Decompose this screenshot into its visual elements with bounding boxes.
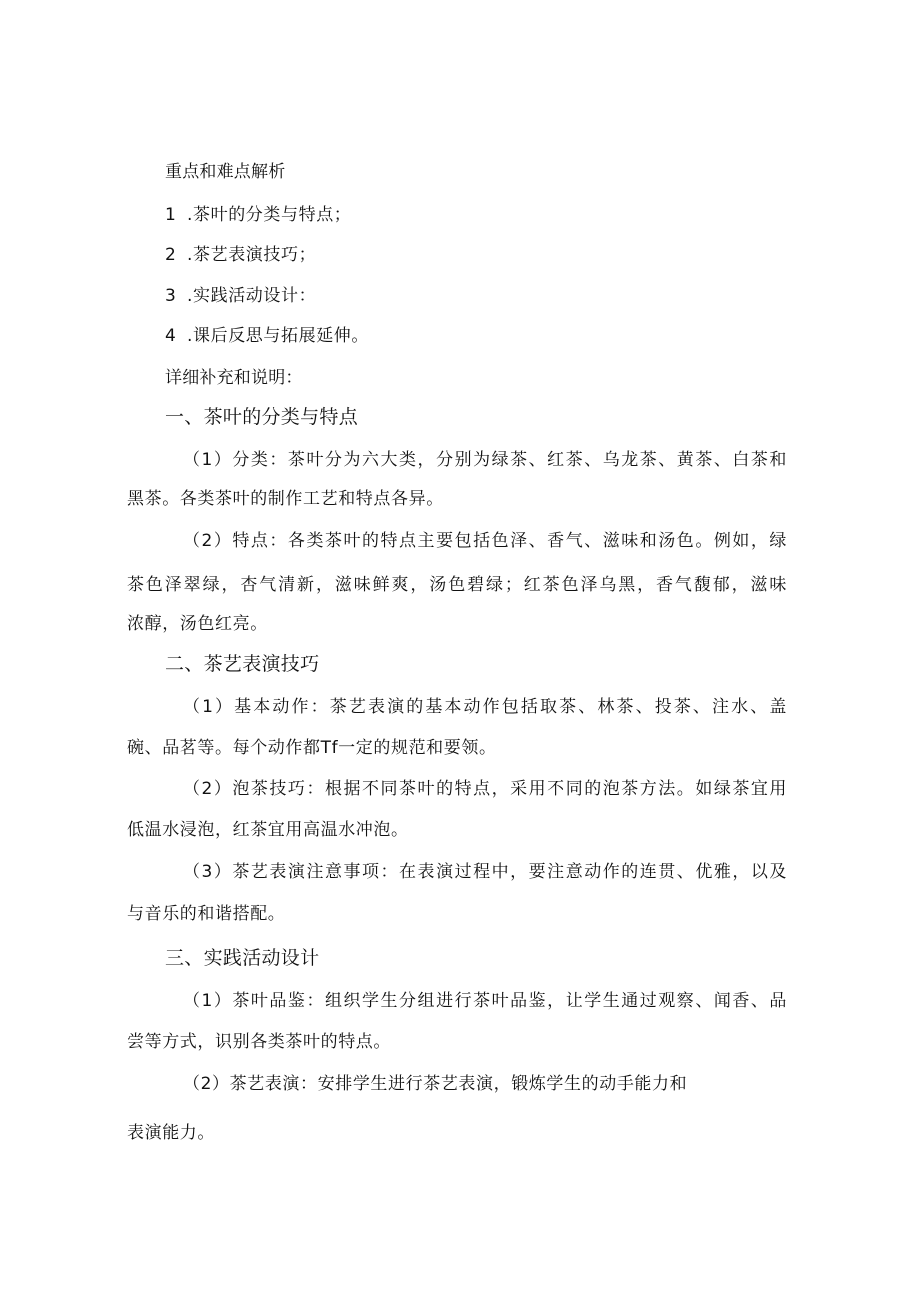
paragraph-line: （2）茶艺表演：安排学生进行茶艺表演，锻炼学生的动手能力和 xyxy=(183,1074,688,1094)
paragraph-line: 茶色泽翠绿，杏气清新，滋味鲜爽，汤色碧绿；红茶色泽乌黑，香气馥郁，滋味 xyxy=(127,575,787,595)
paragraph-line: 表演能力。 xyxy=(127,1123,215,1143)
paragraph-line: （1）基本动作：茶艺表演的基本动作包括取茶、林茶、投茶、注水、盖 xyxy=(183,697,787,717)
page-heading: 重点和难点解析 xyxy=(165,162,286,182)
section-title: 三、实践活动设计 xyxy=(165,947,320,969)
section-title: 一、茶叶的分类与特点 xyxy=(165,406,359,428)
paragraph-line: 尝等方式，识别各类茶叶的特点。 xyxy=(127,1032,391,1052)
paragraph-line: 与音乐的和谐搭配。 xyxy=(127,904,286,924)
paragraph-line: （3）茶艺表演注意事项：在表演过程中，要注意动作的连贯、优雅，以及 xyxy=(183,862,787,882)
list-text: .茶艺表演技巧； xyxy=(187,245,317,265)
paragraph-line: 浓醇，汤色红亮。 xyxy=(127,614,268,634)
paragraph-line: （1）茶叶品鉴：组织学生分组进行茶叶品鉴，让学生通过观察、闻香、品 xyxy=(183,991,787,1011)
intro-text: 详细补充和说明： xyxy=(165,368,303,388)
paragraph-line: （2）特点：各类茶叶的特点主要包括色泽、香气、滋味和汤色。例如，绿 xyxy=(183,531,787,551)
list-text: .课后反思与拓展延伸。 xyxy=(187,326,370,346)
list-number: 1 xyxy=(165,205,177,225)
section-title: 二、茶艺表演技巧 xyxy=(165,653,320,675)
paragraph-line: （1）分类：茶叶分为六大类，分别为绿茶、红茶、乌龙茶、黄茶、白茶和 xyxy=(183,450,787,470)
list-number: 4 xyxy=(165,326,177,346)
list-text: .茶叶的分类与特点； xyxy=(187,205,352,225)
list-item xyxy=(165,284,835,308)
list-number: 2 xyxy=(165,245,177,265)
list-text: .实践活动设计： xyxy=(187,286,317,306)
paragraph-line: （2）泡茶技巧：根据不同茶叶的特点，采用不同的泡茶方法。如绿茶宜用 xyxy=(183,779,787,799)
paragraph-line: 碗、品茗等。每个动作都Tf一定的规范和要领。 xyxy=(127,738,497,758)
list-item xyxy=(165,203,835,227)
list-number: 3 xyxy=(165,286,177,306)
list-item xyxy=(165,324,835,348)
paragraph-line: 黑茶。各类茶叶的制作工艺和特点各异。 xyxy=(127,489,444,509)
paragraph-line: 低温水浸泡，红茶宜用高温水冲泡。 xyxy=(127,820,409,840)
list-item xyxy=(165,243,835,267)
